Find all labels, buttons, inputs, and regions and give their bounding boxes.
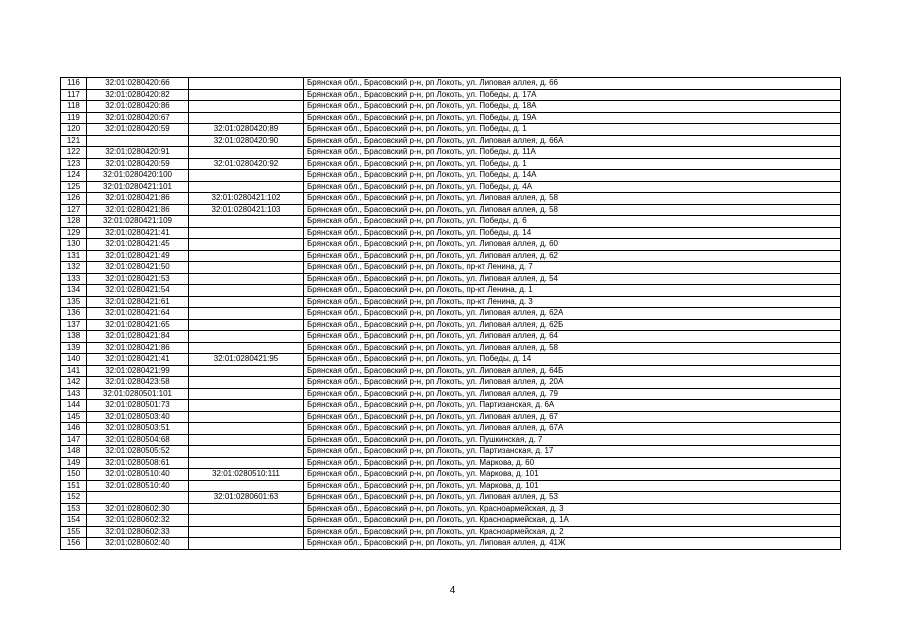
table-row: [61, 469, 841, 481]
page-number: 4: [449, 585, 456, 596]
address-cell: Брянская обл., Брасовский р-н, рп Локоть, ул. Победы, д. 1: [304, 124, 841, 136]
address-cell: Брянская обл., Брасовский р-н, рп Локоть, ул. Красноармейская, д. 3: [304, 503, 841, 515]
address-cell: Брянская обл., Брасовский р-н, рп Локоть, ул. Липовая аллея, д. 58: [304, 193, 841, 205]
row-number-cell: 153: [61, 503, 87, 515]
cadastral-number-cell: 32:01:0280503:40: [87, 411, 189, 423]
address-cell: Брянская обл., Брасовский р-н, рп Локоть, ул. Липовая аллея, д. 54: [304, 273, 841, 285]
related-cadastral-number-cell: [189, 170, 304, 182]
related-cadastral-number-cell: 32:01:0280420:89: [189, 124, 304, 136]
table-row: [61, 400, 841, 412]
table-row: [61, 423, 841, 435]
address-cell: Брянская обл., Брасовский р-н, рп Локоть, ул. Красноармейская, д. 1А: [304, 515, 841, 527]
address-cell: Брянская обл., Брасовский р-н, рп Локоть, ул. Липовая аллея, д. 66А: [304, 135, 841, 147]
row-number-cell: 136: [61, 308, 87, 320]
cadastral-number-cell: 32:01:0280503:51: [87, 423, 189, 435]
related-cadastral-number-cell: [189, 273, 304, 285]
table-row: [61, 538, 841, 550]
table-row: [61, 296, 841, 308]
table-row: [61, 503, 841, 515]
address-cell: Брянская обл., Брасовский р-н, рп Локоть, ул. Липовая аллея, д. 53: [304, 492, 841, 504]
row-number-cell: 149: [61, 457, 87, 469]
address-cell: Брянская обл., Брасовский р-н, рп Локоть, ул. Липовая аллея, д. 60: [304, 239, 841, 251]
cadastral-number-cell: 32:01:0280423:58: [87, 377, 189, 389]
address-cell: Брянская обл., Брасовский р-н, рп Локоть, ул. Липовая аллея, д. 62: [304, 250, 841, 262]
cadastral-number-cell: 32:01:0280421:101: [87, 181, 189, 193]
row-number-cell: 141: [61, 365, 87, 377]
row-number-cell: 129: [61, 227, 87, 239]
related-cadastral-number-cell: [189, 331, 304, 343]
row-number-cell: 140: [61, 354, 87, 366]
table-row: [61, 262, 841, 274]
address-cell: Брянская обл., Брасовский р-н, рп Локоть, ул. Липовая аллея, д. 20А: [304, 377, 841, 389]
related-cadastral-number-cell: [189, 239, 304, 251]
row-number-cell: 134: [61, 285, 87, 297]
row-number-cell: 119: [61, 112, 87, 124]
row-number-cell: 122: [61, 147, 87, 159]
address-cell: Брянская обл., Брасовский р-н, рп Локоть, ул. Липовая аллея, д. 67А: [304, 423, 841, 435]
table-row: [61, 181, 841, 193]
related-cadastral-number-cell: [189, 538, 304, 550]
table-row: [61, 250, 841, 262]
related-cadastral-number-cell: [189, 296, 304, 308]
address-cell: Брянская обл., Брасовский р-н, рп Локоть, пр-кт Ленина, д. 7: [304, 262, 841, 274]
cadastral-number-cell: 32:01:0280510:40: [87, 469, 189, 481]
address-cell: Брянская обл., Брасовский р-н, рп Локоть, ул. Липовая аллея, д. 62А: [304, 308, 841, 320]
cadastral-number-cell: [87, 135, 189, 147]
related-cadastral-number-cell: [189, 423, 304, 435]
table-row: [61, 285, 841, 297]
row-number-cell: 152: [61, 492, 87, 504]
cadastral-table: [60, 77, 841, 550]
related-cadastral-number-cell: [189, 319, 304, 331]
related-cadastral-number-cell: [189, 446, 304, 458]
address-cell: Брянская обл., Брасовский р-н, рп Локоть, ул. Маркова, д. 101: [304, 469, 841, 481]
related-cadastral-number-cell: 32:01:0280421:95: [189, 354, 304, 366]
address-cell: Брянская обл., Брасовский р-н, рп Локоть, ул. Победы, д. 11А: [304, 147, 841, 159]
related-cadastral-number-cell: 32:01:0280601:63: [189, 492, 304, 504]
address-cell: Брянская обл., Брасовский р-н, рп Локоть, ул. Липовая аллея, д. 41Ж: [304, 538, 841, 550]
cadastral-number-cell: 32:01:0280602:33: [87, 526, 189, 538]
row-number-cell: 118: [61, 101, 87, 113]
address-cell: Брянская обл., Брасовский р-н, рп Локоть, ул. Победы, д. 4А: [304, 181, 841, 193]
table-row: [61, 78, 841, 90]
cadastral-number-cell: 32:01:0280602:40: [87, 538, 189, 550]
row-number-cell: 133: [61, 273, 87, 285]
table-row: [61, 158, 841, 170]
cadastral-number-cell: 32:01:0280421:50: [87, 262, 189, 274]
table-row: [61, 319, 841, 331]
address-cell: Брянская обл., Брасовский р-н, рп Локоть, ул. Липовая аллея, д. 79: [304, 388, 841, 400]
cadastral-number-cell: 32:01:0280510:40: [87, 480, 189, 492]
table-row: [61, 388, 841, 400]
related-cadastral-number-cell: [189, 515, 304, 527]
cadastral-number-cell: 32:01:0280421:49: [87, 250, 189, 262]
row-number-cell: 146: [61, 423, 87, 435]
table-row: [61, 365, 841, 377]
related-cadastral-number-cell: [189, 285, 304, 297]
cadastral-number-cell: 32:01:0280602:30: [87, 503, 189, 515]
address-cell: Брянская обл., Брасовский р-н, рп Локоть, ул. Победы, д. 19А: [304, 112, 841, 124]
cadastral-number-cell: 32:01:0280421:61: [87, 296, 189, 308]
related-cadastral-number-cell: [189, 377, 304, 389]
address-cell: Брянская обл., Брасовский р-н, рп Локоть, ул. Победы, д. 14: [304, 354, 841, 366]
related-cadastral-number-cell: 32:01:0280420:92: [189, 158, 304, 170]
related-cadastral-number-cell: [189, 112, 304, 124]
cadastral-number-cell: 32:01:0280421:86: [87, 204, 189, 216]
address-cell: Брянская обл., Брасовский р-н, рп Локоть, ул. Пушкинская, д. 7: [304, 434, 841, 446]
row-number-cell: 143: [61, 388, 87, 400]
address-cell: Брянская обл., Брасовский р-н, рп Локоть, ул. Победы, д. 1: [304, 158, 841, 170]
related-cadastral-number-cell: 32:01:0280421:103: [189, 204, 304, 216]
table-row: [61, 457, 841, 469]
table-row: [61, 89, 841, 101]
related-cadastral-number-cell: 32:01:0280510:111: [189, 469, 304, 481]
address-cell: Брянская обл., Брасовский р-н, рп Локоть, ул. Маркова, д. 101: [304, 480, 841, 492]
table-row: [61, 446, 841, 458]
row-number-cell: 135: [61, 296, 87, 308]
related-cadastral-number-cell: [189, 101, 304, 113]
cadastral-number-cell: 32:01:0280420:100: [87, 170, 189, 182]
cadastral-number-cell: 32:01:0280421:41: [87, 227, 189, 239]
table-row: [61, 193, 841, 205]
cadastral-number-cell: 32:01:0280505:52: [87, 446, 189, 458]
row-number-cell: 131: [61, 250, 87, 262]
table-row: [61, 354, 841, 366]
cadastral-number-cell: 32:01:0280421:86: [87, 342, 189, 354]
cadastral-number-cell: 32:01:0280421:109: [87, 216, 189, 228]
related-cadastral-number-cell: [189, 147, 304, 159]
table-row: [61, 204, 841, 216]
table-row: [61, 227, 841, 239]
row-number-cell: 150: [61, 469, 87, 481]
cadastral-number-cell: 32:01:0280420:59: [87, 124, 189, 136]
related-cadastral-number-cell: [189, 262, 304, 274]
related-cadastral-number-cell: [189, 411, 304, 423]
related-cadastral-number-cell: [189, 181, 304, 193]
related-cadastral-number-cell: [189, 308, 304, 320]
cadastral-number-cell: 32:01:0280421:84: [87, 331, 189, 343]
cadastral-number-cell: 32:01:0280501:101: [87, 388, 189, 400]
cadastral-number-cell: 32:01:0280421:99: [87, 365, 189, 377]
cadastral-number-cell: 32:01:0280501:73: [87, 400, 189, 412]
related-cadastral-number-cell: [189, 227, 304, 239]
table-row: [61, 434, 841, 446]
address-cell: Брянская обл., Брасовский р-н, рп Локоть, ул. Победы, д. 6: [304, 216, 841, 228]
row-number-cell: 137: [61, 319, 87, 331]
row-number-cell: 125: [61, 181, 87, 193]
row-number-cell: 116: [61, 78, 87, 90]
row-number-cell: 147: [61, 434, 87, 446]
address-cell: Брянская обл., Брасовский р-н, рп Локоть, ул. Липовая аллея, д. 64: [304, 331, 841, 343]
table-body: [61, 78, 841, 550]
row-number-cell: 145: [61, 411, 87, 423]
row-number-cell: 156: [61, 538, 87, 550]
related-cadastral-number-cell: 32:01:0280421:102: [189, 193, 304, 205]
row-number-cell: 123: [61, 158, 87, 170]
address-cell: Брянская обл., Брасовский р-н, рп Локоть, ул. Липовая аллея, д. 58: [304, 342, 841, 354]
row-number-cell: 154: [61, 515, 87, 527]
row-number-cell: 128: [61, 216, 87, 228]
cadastral-number-cell: 32:01:0280421:45: [87, 239, 189, 251]
address-cell: Брянская обл., Брасовский р-н, рп Локоть, ул. Липовая аллея, д. 64Б: [304, 365, 841, 377]
related-cadastral-number-cell: [189, 503, 304, 515]
cadastral-number-cell: 32:01:0280421:64: [87, 308, 189, 320]
related-cadastral-number-cell: [189, 250, 304, 262]
table-row: [61, 308, 841, 320]
table-row: [61, 526, 841, 538]
table-row: [61, 216, 841, 228]
address-cell: Брянская обл., Брасовский р-н, рп Локоть, пр-кт Ленина, д. 1: [304, 285, 841, 297]
cadastral-number-cell: 32:01:0280421:65: [87, 319, 189, 331]
table-row: [61, 101, 841, 113]
table-row: [61, 342, 841, 354]
address-cell: Брянская обл., Брасовский р-н, рп Локоть, ул. Липовая аллея, д. 58: [304, 204, 841, 216]
address-cell: Брянская обл., Брасовский р-н, рп Локоть, ул. Победы, д. 17А: [304, 89, 841, 101]
table-row: [61, 492, 841, 504]
row-number-cell: 132: [61, 262, 87, 274]
table-row: [61, 239, 841, 251]
address-cell: Брянская обл., Брасовский р-н, рп Локоть, ул. Красноармейская, д. 2: [304, 526, 841, 538]
row-number-cell: 148: [61, 446, 87, 458]
cadastral-number-cell: 32:01:0280420:86: [87, 101, 189, 113]
row-number-cell: 139: [61, 342, 87, 354]
row-number-cell: 144: [61, 400, 87, 412]
row-number-cell: 126: [61, 193, 87, 205]
cadastral-number-cell: 32:01:0280420:67: [87, 112, 189, 124]
cadastral-number-cell: 32:01:0280421:86: [87, 193, 189, 205]
row-number-cell: 155: [61, 526, 87, 538]
row-number-cell: 127: [61, 204, 87, 216]
related-cadastral-number-cell: [189, 526, 304, 538]
related-cadastral-number-cell: 32:01:0280420:90: [189, 135, 304, 147]
address-cell: Брянская обл., Брасовский р-н, рп Локоть, пр-кт Ленина, д. 3: [304, 296, 841, 308]
cadastral-number-cell: 32:01:0280420:82: [87, 89, 189, 101]
cadastral-number-cell: 32:01:0280504:68: [87, 434, 189, 446]
table-row: [61, 147, 841, 159]
cadastral-number-cell: 32:01:0280420:66: [87, 78, 189, 90]
address-cell: Брянская обл., Брасовский р-н, рп Локоть, ул. Партизанская, д. 6А: [304, 400, 841, 412]
table-row: [61, 377, 841, 389]
related-cadastral-number-cell: [189, 365, 304, 377]
cadastral-number-cell: 32:01:0280420:59: [87, 158, 189, 170]
address-cell: Брянская обл., Брасовский р-н, рп Локоть, ул. Победы, д. 14: [304, 227, 841, 239]
row-number-cell: 124: [61, 170, 87, 182]
address-cell: Брянская обл., Брасовский р-н, рп Локоть, ул. Победы, д. 14А: [304, 170, 841, 182]
related-cadastral-number-cell: [189, 457, 304, 469]
table-row: [61, 331, 841, 343]
address-cell: Брянская обл., Брасовский р-н, рп Локоть, ул. Липовая аллея, д. 66: [304, 78, 841, 90]
table-row: [61, 170, 841, 182]
address-cell: Брянская обл., Брасовский р-н, рп Локоть, ул. Партизанская, д. 17: [304, 446, 841, 458]
row-number-cell: 142: [61, 377, 87, 389]
table-row: [61, 135, 841, 147]
row-number-cell: 151: [61, 480, 87, 492]
address-cell: Брянская обл., Брасовский р-н, рп Локоть, ул. Липовая аллея, д. 62Б: [304, 319, 841, 331]
row-number-cell: 138: [61, 331, 87, 343]
table-row: [61, 515, 841, 527]
related-cadastral-number-cell: [189, 342, 304, 354]
cadastral-number-cell: 32:01:0280421:54: [87, 285, 189, 297]
table-row: [61, 480, 841, 492]
related-cadastral-number-cell: [189, 480, 304, 492]
cadastral-number-cell: 32:01:0280421:53: [87, 273, 189, 285]
table-row: [61, 124, 841, 136]
table-row: [61, 112, 841, 124]
cadastral-number-cell: 32:01:0280420:91: [87, 147, 189, 159]
related-cadastral-number-cell: [189, 388, 304, 400]
related-cadastral-number-cell: [189, 400, 304, 412]
row-number-cell: 121: [61, 135, 87, 147]
related-cadastral-number-cell: [189, 434, 304, 446]
related-cadastral-number-cell: [189, 216, 304, 228]
cadastral-number-cell: 32:01:0280508:61: [87, 457, 189, 469]
address-cell: Брянская обл., Брасовский р-н, рп Локоть, ул. Маркова, д. 60: [304, 457, 841, 469]
row-number-cell: 130: [61, 239, 87, 251]
related-cadastral-number-cell: [189, 89, 304, 101]
related-cadastral-number-cell: [189, 78, 304, 90]
cadastral-number-cell: 32:01:0280602:32: [87, 515, 189, 527]
address-cell: Брянская обл., Брасовский р-н, рп Локоть, ул. Победы, д. 18А: [304, 101, 841, 113]
cadastral-number-cell: [87, 492, 189, 504]
row-number-cell: 120: [61, 124, 87, 136]
address-cell: Брянская обл., Брасовский р-н, рп Локоть, ул. Липовая аллея, д. 67: [304, 411, 841, 423]
table-row: [61, 411, 841, 423]
row-number-cell: 117: [61, 89, 87, 101]
cadastral-number-cell: 32:01:0280421:41: [87, 354, 189, 366]
table-row: [61, 273, 841, 285]
